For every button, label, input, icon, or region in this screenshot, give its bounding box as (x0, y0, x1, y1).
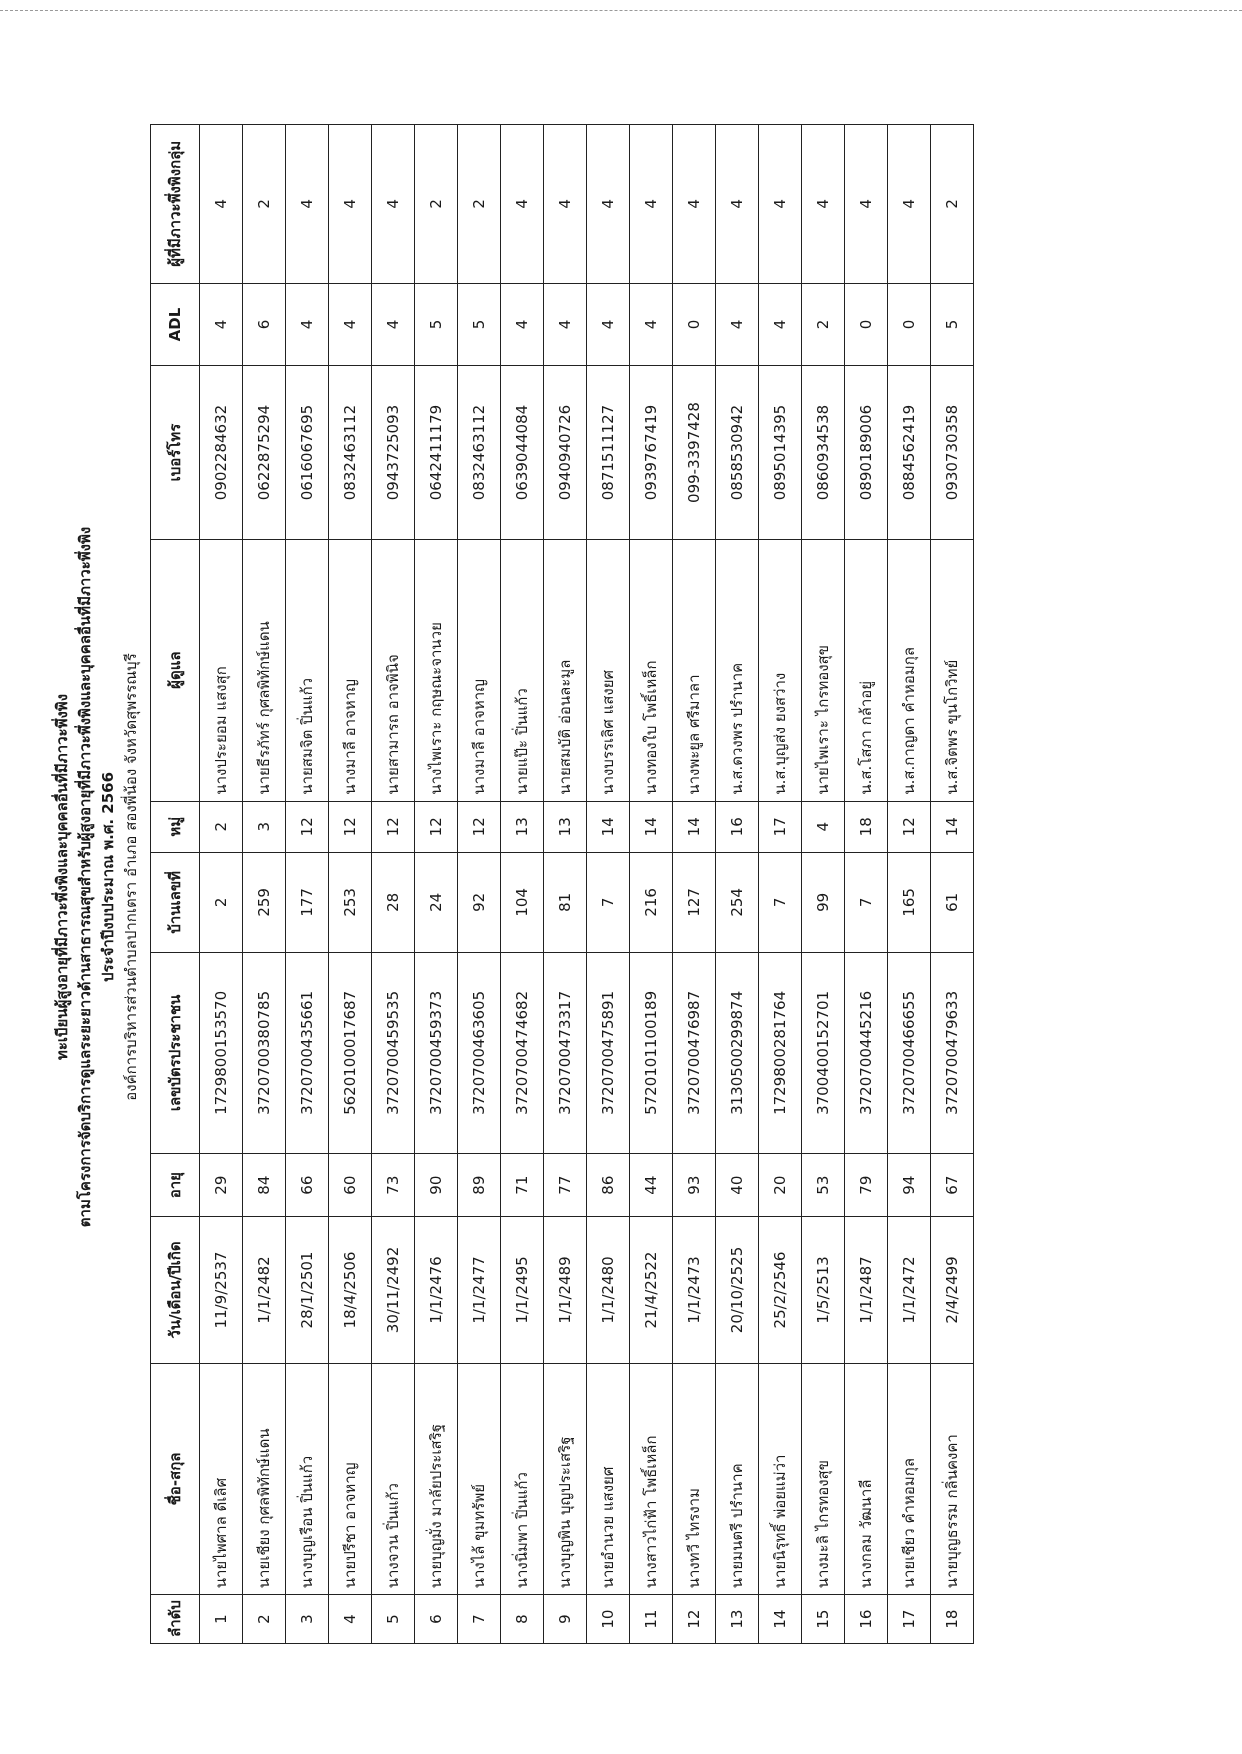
table-row (931, 125, 974, 1644)
header-phone: เบอร์โทร (151, 366, 200, 539)
table-row (759, 125, 802, 1644)
adl-score-cell: 6 (243, 283, 286, 366)
table-row (630, 125, 673, 1644)
table-row (888, 125, 931, 1644)
age-cell: 89 (458, 1153, 501, 1216)
adl-score-cell: 4 (587, 283, 630, 366)
id-card-number-cell: 3700400152701 (802, 952, 845, 1153)
age-cell: 53 (802, 1153, 845, 1216)
phone-number-cell: 0642411179 (415, 366, 458, 539)
house-number-cell: 127 (673, 852, 716, 952)
adl-score-cell: 4 (329, 283, 372, 366)
house-number-cell: 7 (587, 852, 630, 952)
house-number-cell: 104 (501, 852, 544, 952)
id-card-number-cell: 3720700459535 (372, 952, 415, 1153)
dependency-group-cell: 2 (243, 125, 286, 284)
caregiver-cell: นางไพเราะ กฤษณะจานวย (415, 539, 458, 801)
phone-number-cell: 0930730358 (931, 366, 974, 539)
header-no: ลำดับ (151, 1595, 200, 1644)
adl-score-cell: 2 (802, 283, 845, 366)
dependency-group-cell: 4 (716, 125, 759, 284)
age-cell: 86 (587, 1153, 630, 1216)
phone-number-cell: 0890189006 (845, 366, 888, 539)
moo-cell: 13 (501, 801, 544, 852)
id-card-number-cell: 5720101100189 (630, 952, 673, 1153)
dependency-group-cell: 4 (286, 125, 329, 284)
house-number-cell: 61 (931, 852, 974, 952)
caregiver-cell: นายธีรภัทร์ กุศลพิทักษ์แดน (243, 539, 286, 801)
adl-score-cell: 4 (200, 283, 243, 366)
birth-date-cell: 1/1/2472 (888, 1217, 931, 1363)
id-card-number-cell: 3720700435661 (286, 952, 329, 1153)
moo-cell: 14 (587, 801, 630, 852)
row-no-cell: 17 (888, 1595, 931, 1644)
id-card-number-cell: 3720700479633 (931, 952, 974, 1153)
phone-number-cell: 0639044084 (501, 366, 544, 539)
adl-score-cell: 0 (845, 283, 888, 366)
birth-date-cell: 30/11/2492 (372, 1217, 415, 1363)
house-number-cell: 177 (286, 852, 329, 952)
moo-cell: 18 (845, 801, 888, 852)
id-card-number-cell: 3720700476987 (673, 952, 716, 1153)
birth-date-cell: 1/5/2513 (802, 1217, 845, 1363)
id-card-number-cell: 3720700459373 (415, 952, 458, 1153)
id-card-number-cell: 5620100017687 (329, 952, 372, 1153)
header-caregiver: ผู้ดูแล (151, 539, 200, 801)
scan-edge-mark (0, 10, 1242, 15)
table-row (501, 125, 544, 1644)
phone-number-cell: 0832463112 (329, 366, 372, 539)
full-name-cell: นางมะลิ ไกรทองสุข (802, 1363, 845, 1595)
house-number-cell: 99 (802, 852, 845, 952)
birth-date-cell: 1/1/2477 (458, 1217, 501, 1363)
dependency-group-cell: 4 (372, 125, 415, 284)
adl-score-cell: 5 (458, 283, 501, 366)
house-number-cell: 81 (544, 852, 587, 952)
caregiver-cell: นายสมจิต ปิ่นแก้ว (286, 539, 329, 801)
birth-date-cell: 21/4/2522 (630, 1217, 673, 1363)
birth-date-cell: 20/10/2525 (716, 1217, 759, 1363)
caregiver-cell: นางบรรเลิศ แสงยศ (587, 539, 630, 801)
dependency-group-cell: 4 (630, 125, 673, 284)
row-no-cell: 5 (372, 1595, 415, 1644)
dependency-group-cell: 4 (587, 125, 630, 284)
row-no-cell: 2 (243, 1595, 286, 1644)
adl-score-cell: 4 (759, 283, 802, 366)
phone-number-cell: 099-3397428 (673, 366, 716, 539)
phone-number-cell: 0940940726 (544, 366, 587, 539)
adl-score-cell: 4 (630, 283, 673, 366)
row-no-cell: 3 (286, 1595, 329, 1644)
dependency-group-cell: 4 (501, 125, 544, 284)
id-card-number-cell: 3720700380785 (243, 952, 286, 1153)
dependency-group-cell: 4 (200, 125, 243, 284)
table-row (329, 125, 372, 1644)
table-row (716, 125, 759, 1644)
moo-cell: 12 (372, 801, 415, 852)
dependency-group-cell: 4 (888, 125, 931, 284)
house-number-cell: 28 (372, 852, 415, 952)
header-id-card: เลขบัตรประชาชน (151, 952, 200, 1153)
adl-score-cell: 4 (372, 283, 415, 366)
dependency-group-cell: 4 (759, 125, 802, 284)
house-number-cell: 254 (716, 852, 759, 952)
house-number-cell: 165 (888, 852, 931, 952)
age-cell: 84 (243, 1153, 286, 1216)
house-number-cell: 253 (329, 852, 372, 952)
house-number-cell: 7 (759, 852, 802, 952)
full-name-cell: นางบุญเรือน ปิ่นแก้ว (286, 1363, 329, 1595)
adl-score-cell: 4 (286, 283, 329, 366)
caregiver-cell: นางประยอม แสงสุก (200, 539, 243, 801)
moo-cell: 12 (286, 801, 329, 852)
header-name: ชื่อ-สกุล (151, 1363, 200, 1595)
house-number-cell: 92 (458, 852, 501, 952)
full-name-cell: นายอำนวย แสงยศ (587, 1363, 630, 1595)
id-card-number-cell: 3720700445216 (845, 952, 888, 1153)
full-name-cell: นางกลม วัฒนาลี (845, 1363, 888, 1595)
birth-date-cell: 1/1/2482 (243, 1217, 286, 1363)
dependency-group-cell: 4 (802, 125, 845, 284)
caregiver-cell: น.ส.บุญส่ง ยงสว่าง (759, 539, 802, 801)
full-name-cell: นายเชียว คำหอมกุล (888, 1363, 931, 1595)
id-card-number-cell: 1729800153570 (200, 952, 243, 1153)
row-no-cell: 10 (587, 1595, 630, 1644)
age-cell: 93 (673, 1153, 716, 1216)
age-cell: 40 (716, 1153, 759, 1216)
birth-date-cell: 25/2/2546 (759, 1217, 802, 1363)
row-no-cell: 4 (329, 1595, 372, 1644)
row-no-cell: 13 (716, 1595, 759, 1644)
row-no-cell: 18 (931, 1595, 974, 1644)
dependency-group-cell: 2 (931, 125, 974, 284)
phone-number-cell: 0858530942 (716, 366, 759, 539)
header-age: อายุ (151, 1153, 200, 1216)
id-card-number-cell: 1729800281764 (759, 952, 802, 1153)
caregiver-cell: นายสามารถ อาจพินิจ (372, 539, 415, 801)
dependency-group-cell: 4 (544, 125, 587, 284)
caregiver-cell: น.ส.ดวงพร ปรำนาค (716, 539, 759, 801)
row-no-cell: 9 (544, 1595, 587, 1644)
row-no-cell: 15 (802, 1595, 845, 1644)
phone-number-cell: 0939767419 (630, 366, 673, 539)
moo-cell: 12 (888, 801, 931, 852)
title-line-2: ตามโครงการจัดบริการดูแลระยะยาวด้านสาธารณสุขสำหรับผู้สูงอายุที่มีภาวะพึ่งพิงและบุคคลอื่นที่มีภาวะพึ่งพิง (76, 526, 94, 1228)
header-dob: วัน/เดือน/ปีเกิด (151, 1217, 200, 1363)
age-cell: 20 (759, 1153, 802, 1216)
table-row (458, 125, 501, 1644)
full-name-cell: นายเชียง กุศลพิทักษ์แดน (243, 1363, 286, 1595)
phone-number-cell: 0871511127 (587, 366, 630, 539)
adl-score-cell: 4 (544, 283, 587, 366)
caregiver-cell: น.ส.จิตพร ขุนโกวิทย์ (931, 539, 974, 801)
birth-date-cell: 1/1/2480 (587, 1217, 630, 1363)
moo-cell: 4 (802, 801, 845, 852)
full-name-cell: นายบุญธรรม กลิ่นคงคา (931, 1363, 974, 1595)
full-name-cell: นางทวี ไทรงาม (673, 1363, 716, 1595)
row-no-cell: 11 (630, 1595, 673, 1644)
table-row (372, 125, 415, 1644)
age-cell: 29 (200, 1153, 243, 1216)
age-cell: 60 (329, 1153, 372, 1216)
id-card-number-cell: 3720700474682 (501, 952, 544, 1153)
birth-date-cell: 1/1/2473 (673, 1217, 716, 1363)
phone-number-cell: 0832463112 (458, 366, 501, 539)
birth-date-cell: 28/1/2501 (286, 1217, 329, 1363)
full-name-cell: นายปรีชา อาจหาญ (329, 1363, 372, 1595)
dependency-group-cell: 4 (845, 125, 888, 284)
moo-cell: 17 (759, 801, 802, 852)
full-name-cell: นางสาวไก่ฟ้า โพธิ์เหล็ก (630, 1363, 673, 1595)
dependency-group-cell: 2 (458, 125, 501, 284)
table-row (415, 125, 458, 1644)
full-name-cell: นายนิรุทธิ์ พ่อยแม่ว่า (759, 1363, 802, 1595)
caregiver-cell: นางมาลี อาจหาญ (458, 539, 501, 801)
age-cell: 67 (931, 1153, 974, 1216)
house-number-cell: 2 (200, 852, 243, 952)
row-no-cell: 7 (458, 1595, 501, 1644)
table-row (544, 125, 587, 1644)
row-no-cell: 8 (501, 1595, 544, 1644)
table-header-row (151, 125, 200, 1644)
phone-number-cell: 0943725093 (372, 366, 415, 539)
id-card-number-cell: 3720700475891 (587, 952, 630, 1153)
caregiver-cell: นางพะยูล ศรีมาลา (673, 539, 716, 801)
phone-number-cell: 0860934538 (802, 366, 845, 539)
full-name-cell: นางบุญพิน บุญประเสริฐ (544, 1363, 587, 1595)
phone-number-cell: 0616067695 (286, 366, 329, 539)
header-dependency-group: ผู้ที่มีภาวะพึ่งพิงกลุ่ม (151, 125, 200, 284)
table-row (673, 125, 716, 1644)
age-cell: 94 (888, 1153, 931, 1216)
moo-cell: 2 (200, 801, 243, 852)
birth-date-cell: 18/4/2506 (329, 1217, 372, 1363)
table-body (200, 125, 974, 1644)
row-no-cell: 14 (759, 1595, 802, 1644)
caregiver-cell: นางทองใบ โพธิ์เหล็ก (630, 539, 673, 801)
caregiver-cell: นายไพเราะ ไกรทองสุข (802, 539, 845, 801)
moo-cell: 14 (931, 801, 974, 852)
house-number-cell: 259 (243, 852, 286, 952)
row-no-cell: 6 (415, 1595, 458, 1644)
dependency-group-cell: 2 (415, 125, 458, 284)
title-line-1: ทะเบียนผู้สูงอายุที่มีภาวะพึ่งพิงและบุคคลอื่นที่มีภาวะพึ่งพิง (53, 693, 71, 1061)
caregiver-cell: น.ส.กาญดา คำหอมกุล (888, 539, 931, 801)
caregiver-cell: นายสมบัติ อ่อนละมูล (544, 539, 587, 801)
age-cell: 71 (501, 1153, 544, 1216)
header-adl: ADL (151, 283, 200, 366)
adl-score-cell: 4 (716, 283, 759, 366)
table-row (587, 125, 630, 1644)
dependency-group-cell: 4 (673, 125, 716, 284)
phone-number-cell: 0884562419 (888, 366, 931, 539)
phone-number-cell: 0902284632 (200, 366, 243, 539)
birth-date-cell: 1/1/2489 (544, 1217, 587, 1363)
house-number-cell: 24 (415, 852, 458, 952)
title-line-4: องค์การบริหารส่วนตำบลปากเตรา อำเภอ สองพี่น้อง จังหวัดสุพรรณบุรี (122, 653, 140, 1101)
table-row (286, 125, 329, 1644)
birth-date-cell: 1/1/2487 (845, 1217, 888, 1363)
birth-date-cell: 1/1/2476 (415, 1217, 458, 1363)
age-cell: 79 (845, 1153, 888, 1216)
moo-cell: 12 (458, 801, 501, 852)
adl-score-cell: 0 (673, 283, 716, 366)
adl-score-cell: 5 (415, 283, 458, 366)
moo-cell: 14 (630, 801, 673, 852)
full-name-cell: นางนิ่มพา ปิ่นแก้ว (501, 1363, 544, 1595)
row-no-cell: 16 (845, 1595, 888, 1644)
table-row (802, 125, 845, 1644)
age-cell: 73 (372, 1153, 415, 1216)
adl-score-cell: 0 (888, 283, 931, 366)
id-card-number-cell: 3130500299874 (716, 952, 759, 1153)
id-card-number-cell: 3720700463605 (458, 952, 501, 1153)
age-cell: 77 (544, 1153, 587, 1216)
birth-date-cell: 2/4/2499 (931, 1217, 974, 1363)
phone-number-cell: 0622875294 (243, 366, 286, 539)
full-name-cell: นายมนตรี ปรำนาค (716, 1363, 759, 1595)
age-cell: 66 (286, 1153, 329, 1216)
full-name-cell: นายไพศาล ดีเลิศ (200, 1363, 243, 1595)
house-number-cell: 7 (845, 852, 888, 952)
caregiver-cell: นายแป๊ะ ปิ่นแก้ว (501, 539, 544, 801)
phone-number-cell: 0895014395 (759, 366, 802, 539)
header-moo: หมู่ (151, 801, 200, 852)
adl-score-cell: 5 (931, 283, 974, 366)
house-number-cell: 216 (630, 852, 673, 952)
row-no-cell: 12 (673, 1595, 716, 1644)
elderly-register-table (150, 124, 974, 1644)
moo-cell: 12 (329, 801, 372, 852)
moo-cell: 12 (415, 801, 458, 852)
birth-date-cell: 11/9/2537 (200, 1217, 243, 1363)
caregiver-cell: น.ส.โสภา กล้าอยู่ (845, 539, 888, 801)
age-cell: 90 (415, 1153, 458, 1216)
moo-cell: 13 (544, 801, 587, 852)
moo-cell: 14 (673, 801, 716, 852)
moo-cell: 3 (243, 801, 286, 852)
caregiver-cell: นางมาลี อาจหาญ (329, 539, 372, 801)
table-row (845, 125, 888, 1644)
full-name-cell: นายบุญมั่ง มาลัยประเสริฐ (415, 1363, 458, 1595)
moo-cell: 16 (716, 801, 759, 852)
birth-date-cell: 1/1/2495 (501, 1217, 544, 1363)
full-name-cell: นางจวน ปิ่นแก้ว (372, 1363, 415, 1595)
table-row (200, 125, 243, 1644)
dependency-group-cell: 4 (329, 125, 372, 284)
title-line-3: ประจำปีงบประมาณ พ.ศ. 2566 (99, 771, 117, 983)
full-name-cell: นางไล้ ขุมทรัพย์ (458, 1363, 501, 1595)
row-no-cell: 1 (200, 1595, 243, 1644)
table-row (243, 125, 286, 1644)
adl-score-cell: 4 (501, 283, 544, 366)
id-card-number-cell: 3720700466655 (888, 952, 931, 1153)
header-house-no: บ้านเลขที่ (151, 852, 200, 952)
id-card-number-cell: 3720700473317 (544, 952, 587, 1153)
age-cell: 44 (630, 1153, 673, 1216)
